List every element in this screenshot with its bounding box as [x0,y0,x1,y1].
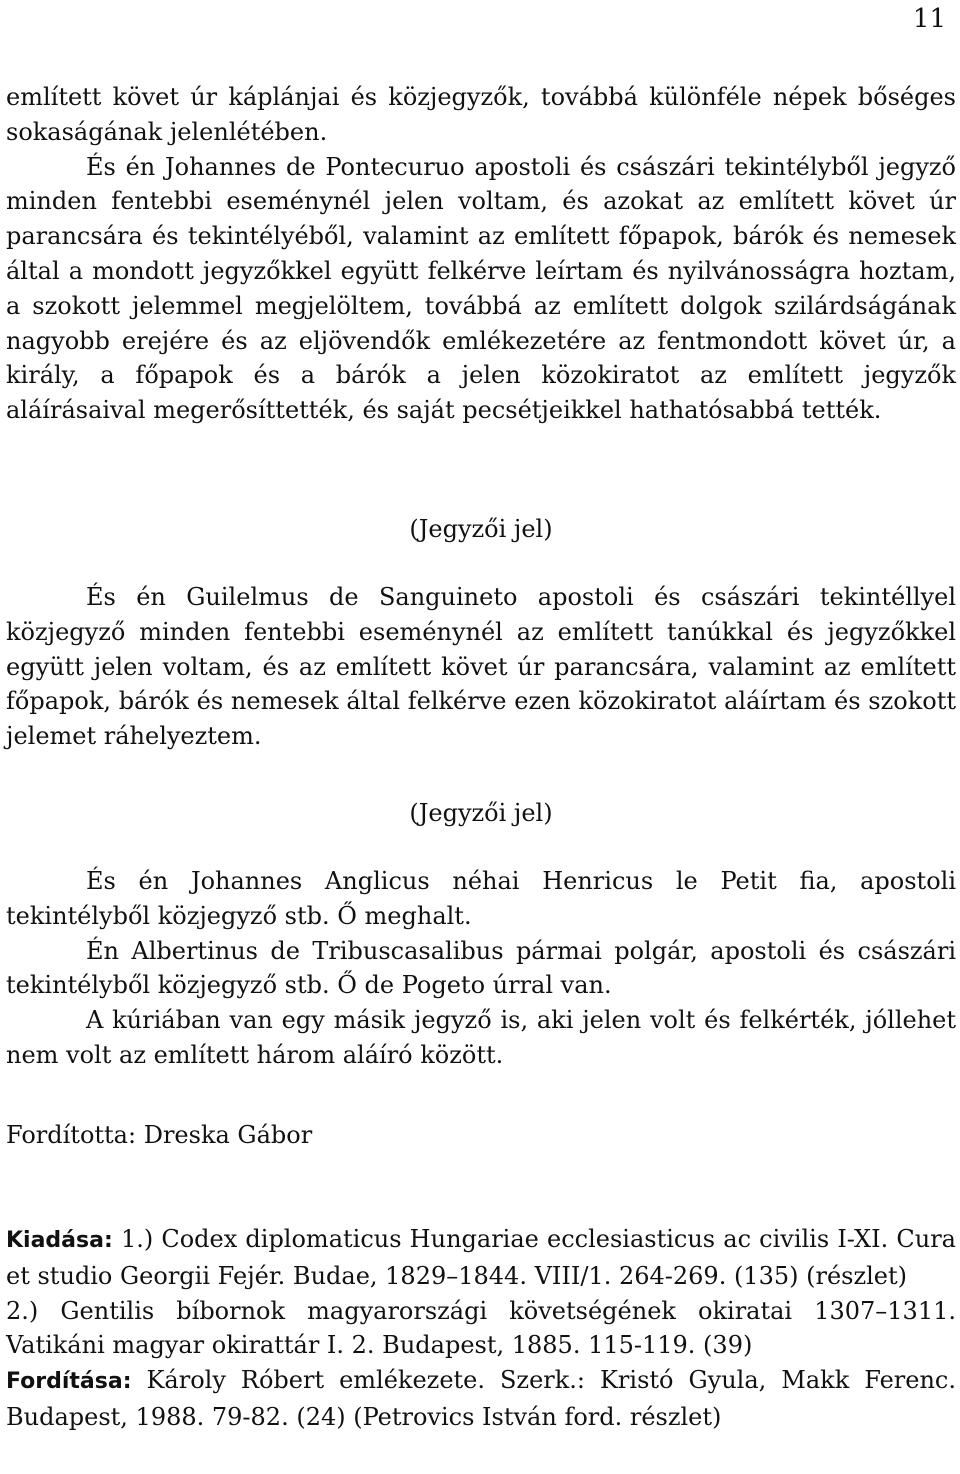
edition-item-2-text: 2.) Gentilis bíbornok magyarországi követségének okiratai 1307–1311. Vatikáni magyar okirattár I. 2. Budapest, 1885. 115-119. (39) [6,1296,956,1360]
curia-paragraph: A kúriában van egy másik jegyző is, aki jelen volt és felkérték, jóllehet nem volt az említett három aláíró között. [6,1006,956,1069]
edition-label: Kiadása: [6,1228,113,1253]
edition-item-1 [6,1222,956,1294]
notary-guilelmus-block [6,580,956,754]
notary-mark-1-block [6,512,956,547]
page-number: 11 [912,4,946,34]
notary-mark-2-block [6,796,956,831]
edition-item-1-text: 1.) Codex diplomaticus Hungariae ecclesiasticus ac civilis I-XI. Cura et studio Georgii Fejér. Budae, 1829–1844. VIII/1. 264-269. (135) (részlet) [6,1225,956,1290]
translation-source [6,1363,956,1435]
translation-label: Fordítása: [6,1369,132,1395]
notary-johannes-anglicus-paragraph: És én Johannes Anglicus néhai Henricus le Petit fia, apostoli tekintélyből közjegyző stb. Ő meghalt. [6,867,956,930]
notary-guilelmus-paragraph: És én Guilelmus de Sanguineto apostoli és császári tekintéllyel közjegyző minden fentebbi eseménynél az említett tanúkkal és jegyzőkkel együtt jelen voltam, és az említett követ úr parancsára, valamint az említett főpapok, bárók és nemesek által felkérve ezen közokiratot aláírtam és szokott jelemet ráhelyeztem. [6,583,956,751]
notary-mark-1: (Jegyzői jel) [409,515,553,543]
bibliography-block [6,1222,956,1435]
notaries-list-block [6,864,956,1073]
main-text-block [6,80,956,428]
intro-paragraph: említett követ úr káplánjai és közjegyzők, továbbá különféle népek bőséges sokaságának jelenlétében. [6,83,956,146]
notary-mark-2: (Jegyzői jel) [409,799,553,827]
notary-johannes-pontecuruo-paragraph: És én Johannes de Pontecuruo apostoli és császári tekintélyből jegyző minden fentebbi eseménynél jelen voltam, és azokat az említett követ úr parancsára és tekintélyéből, valamint az említett főpapok, bárók és nemesek által a mondott jegyzőkkel együtt felkérve leírtam és nyilvánosságra hoztam, a szokott jelemmel megjelöltem, továbbá az említett dolgok szilárdságának nagyobb erejére és az eljövendők emlékezetére az fentmondott követ úr, a király, a főpapok és a bárók a jelen közokiratot az említett jegyzők aláírásaival megerősíttették, és saját pecsétjeikkel hathatósabbá tették. [6,152,956,425]
translator-credit: Fordította: Dreska Gábor [6,1121,313,1149]
translation-text: Károly Róbert emlékezete. Szerk.: Kristó Gyula, Makk Ferenc. Budapest, 1988. 79-82. (24) (Petrovics István ford. részlet) [6,1366,956,1431]
notary-albertinus-paragraph: Én Albertinus de Tribuscasalibus pármai polgár, apostoli és császári tekintélyből közjegyző stb. Ő de Pogeto úrral van. [6,936,956,1000]
translator-block [6,1118,956,1153]
